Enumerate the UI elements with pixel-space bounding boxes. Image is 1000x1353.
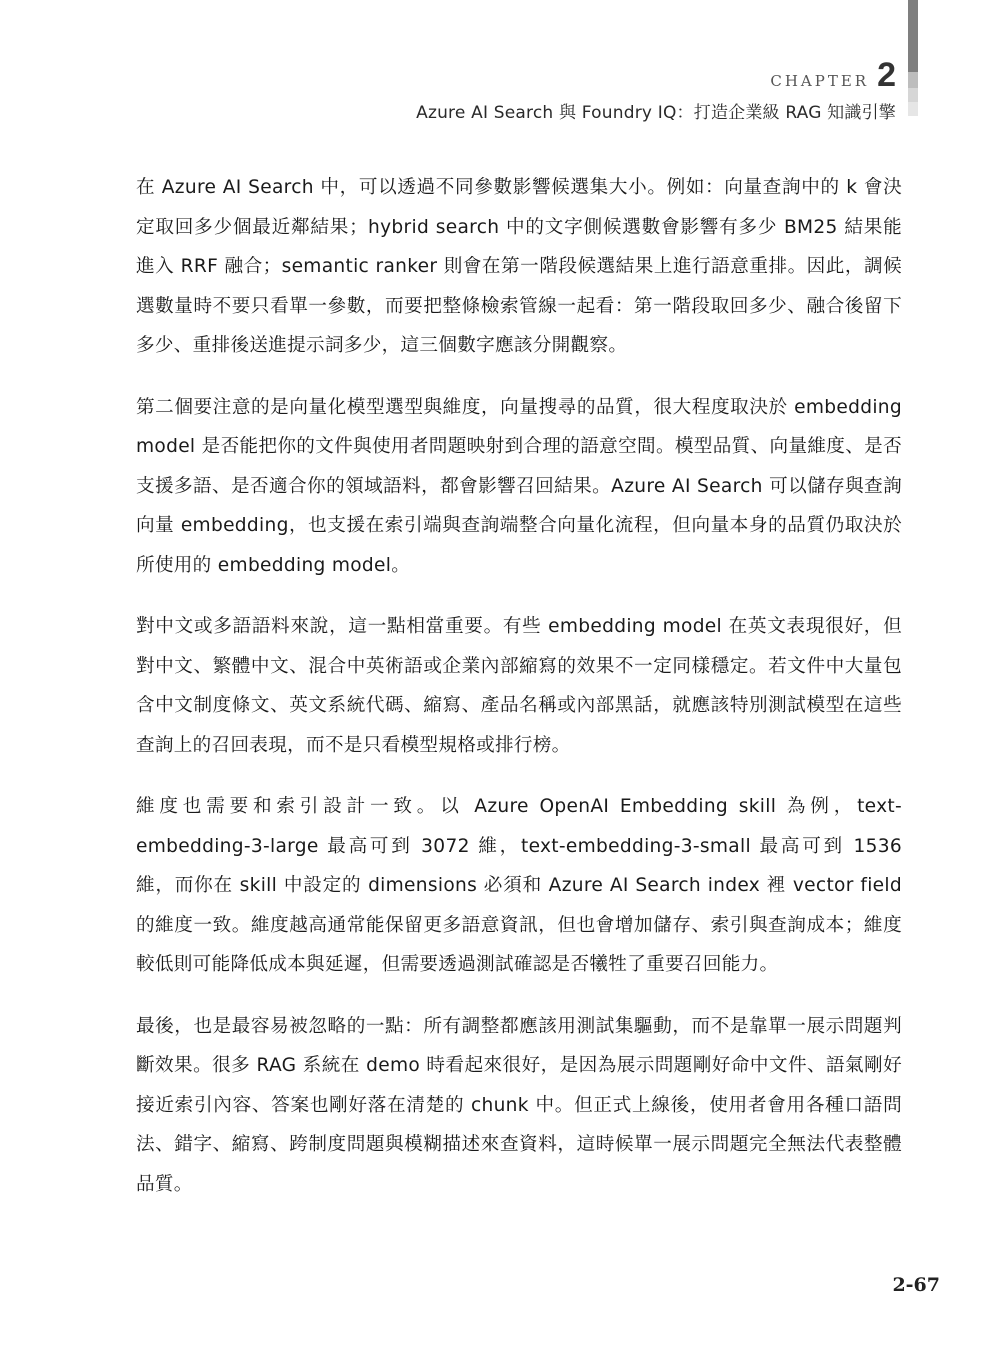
paragraph: 維度也需要和索引設計一致。以 Azure OpenAI Embedding skill 為例，text-embedding-3-large 最高可到 3072 維，text-embedding-3-small 最高可到 1536 維，而你在 skill 中設定的 dimensions 必須和 Azure AI Search index 裡 vector field 的維度一致。維度越高通常能保留更多語意資訊，但也會增加儲存、索引與查詢成本；維度較低則可能降低成本與延遲，但需要透過測試確認是否犧牲了重要召回能力。 bbox=[136, 796, 902, 975]
chapter-tab-bar bbox=[908, 0, 918, 72]
chapter-tab-bar bbox=[908, 102, 918, 116]
chapter-tab-bar bbox=[908, 88, 918, 102]
chapter-number: 2 bbox=[877, 56, 896, 94]
body-text bbox=[136, 168, 902, 1226]
paragraph: 最後，也是最容易被忽略的一點：所有調整都應該用測試集驅動，而不是靠單一展示問題判斷效果。很多 RAG 系統在 demo 時看起來很好，是因為展示問題剛好命中文件、語氣剛好接近索引內容、答案也剛好落在清楚的 chunk 中。但正式上線後，使用者會用各種口語問法、錯字、縮寫、跨制度問題與模糊描述來查資料，這時候單一展示問題完全無法代表整體品質。 bbox=[136, 1015, 902, 1195]
chapter-heading bbox=[770, 56, 896, 95]
paragraph: 對中文或多語語料來說，這一點相當重要。有些 embedding model 在英文表現很好，但對中文、繁體中文、混合中英術語或企業內部縮寫的效果不一定同樣穩定。若文件中大量包含中文制度條文、英文系統代碼、縮寫、產品名稱或內部黑話，就應該特別測試模型在這些查詢上的召回表現，而不是只看模型規格或排行榜。 bbox=[136, 616, 902, 756]
chapter-tab-bar bbox=[908, 72, 918, 88]
page-number: 2-67 bbox=[892, 1274, 940, 1296]
chapter-word: CHAPTER bbox=[770, 72, 870, 90]
chapter-title: Azure AI Search 與 Foundry IQ：打造企業級 RAG 知識引擎 bbox=[416, 103, 896, 123]
paragraph: 在 Azure AI Search 中，可以透過不同參數影響候選集大小。例如：向量查詢中的 k 會決定取回多少個最近鄰結果；hybrid search 中的文字側候選數會影響有多少 BM25 結果能進入 RRF 融合；semantic ranker 則會在第一階段候選結果上進行語意重排。因此，調候選數量時不要只看單一參數，而要把整條檢索管線一起看：第一階段取回多少、融合後留下多少、重排後送進提示詞多少，這三個數字應該分開觀察。 bbox=[136, 177, 902, 356]
paragraph: 第二個要注意的是向量化模型選型與維度，向量搜尋的品質，很大程度取決於 embedding model 是否能把你的文件與使用者問題映射到合理的語意空間。模型品質、向量維度、是否支援多語、是否適合你的領域語料，都會影響召回結果。Azure AI Search 可以儲存與查詢向量 embedding，也支援在索引端與查詢端整合向量化流程，但向量本身的品質仍取決於所使用的 embedding model。 bbox=[136, 396, 902, 576]
